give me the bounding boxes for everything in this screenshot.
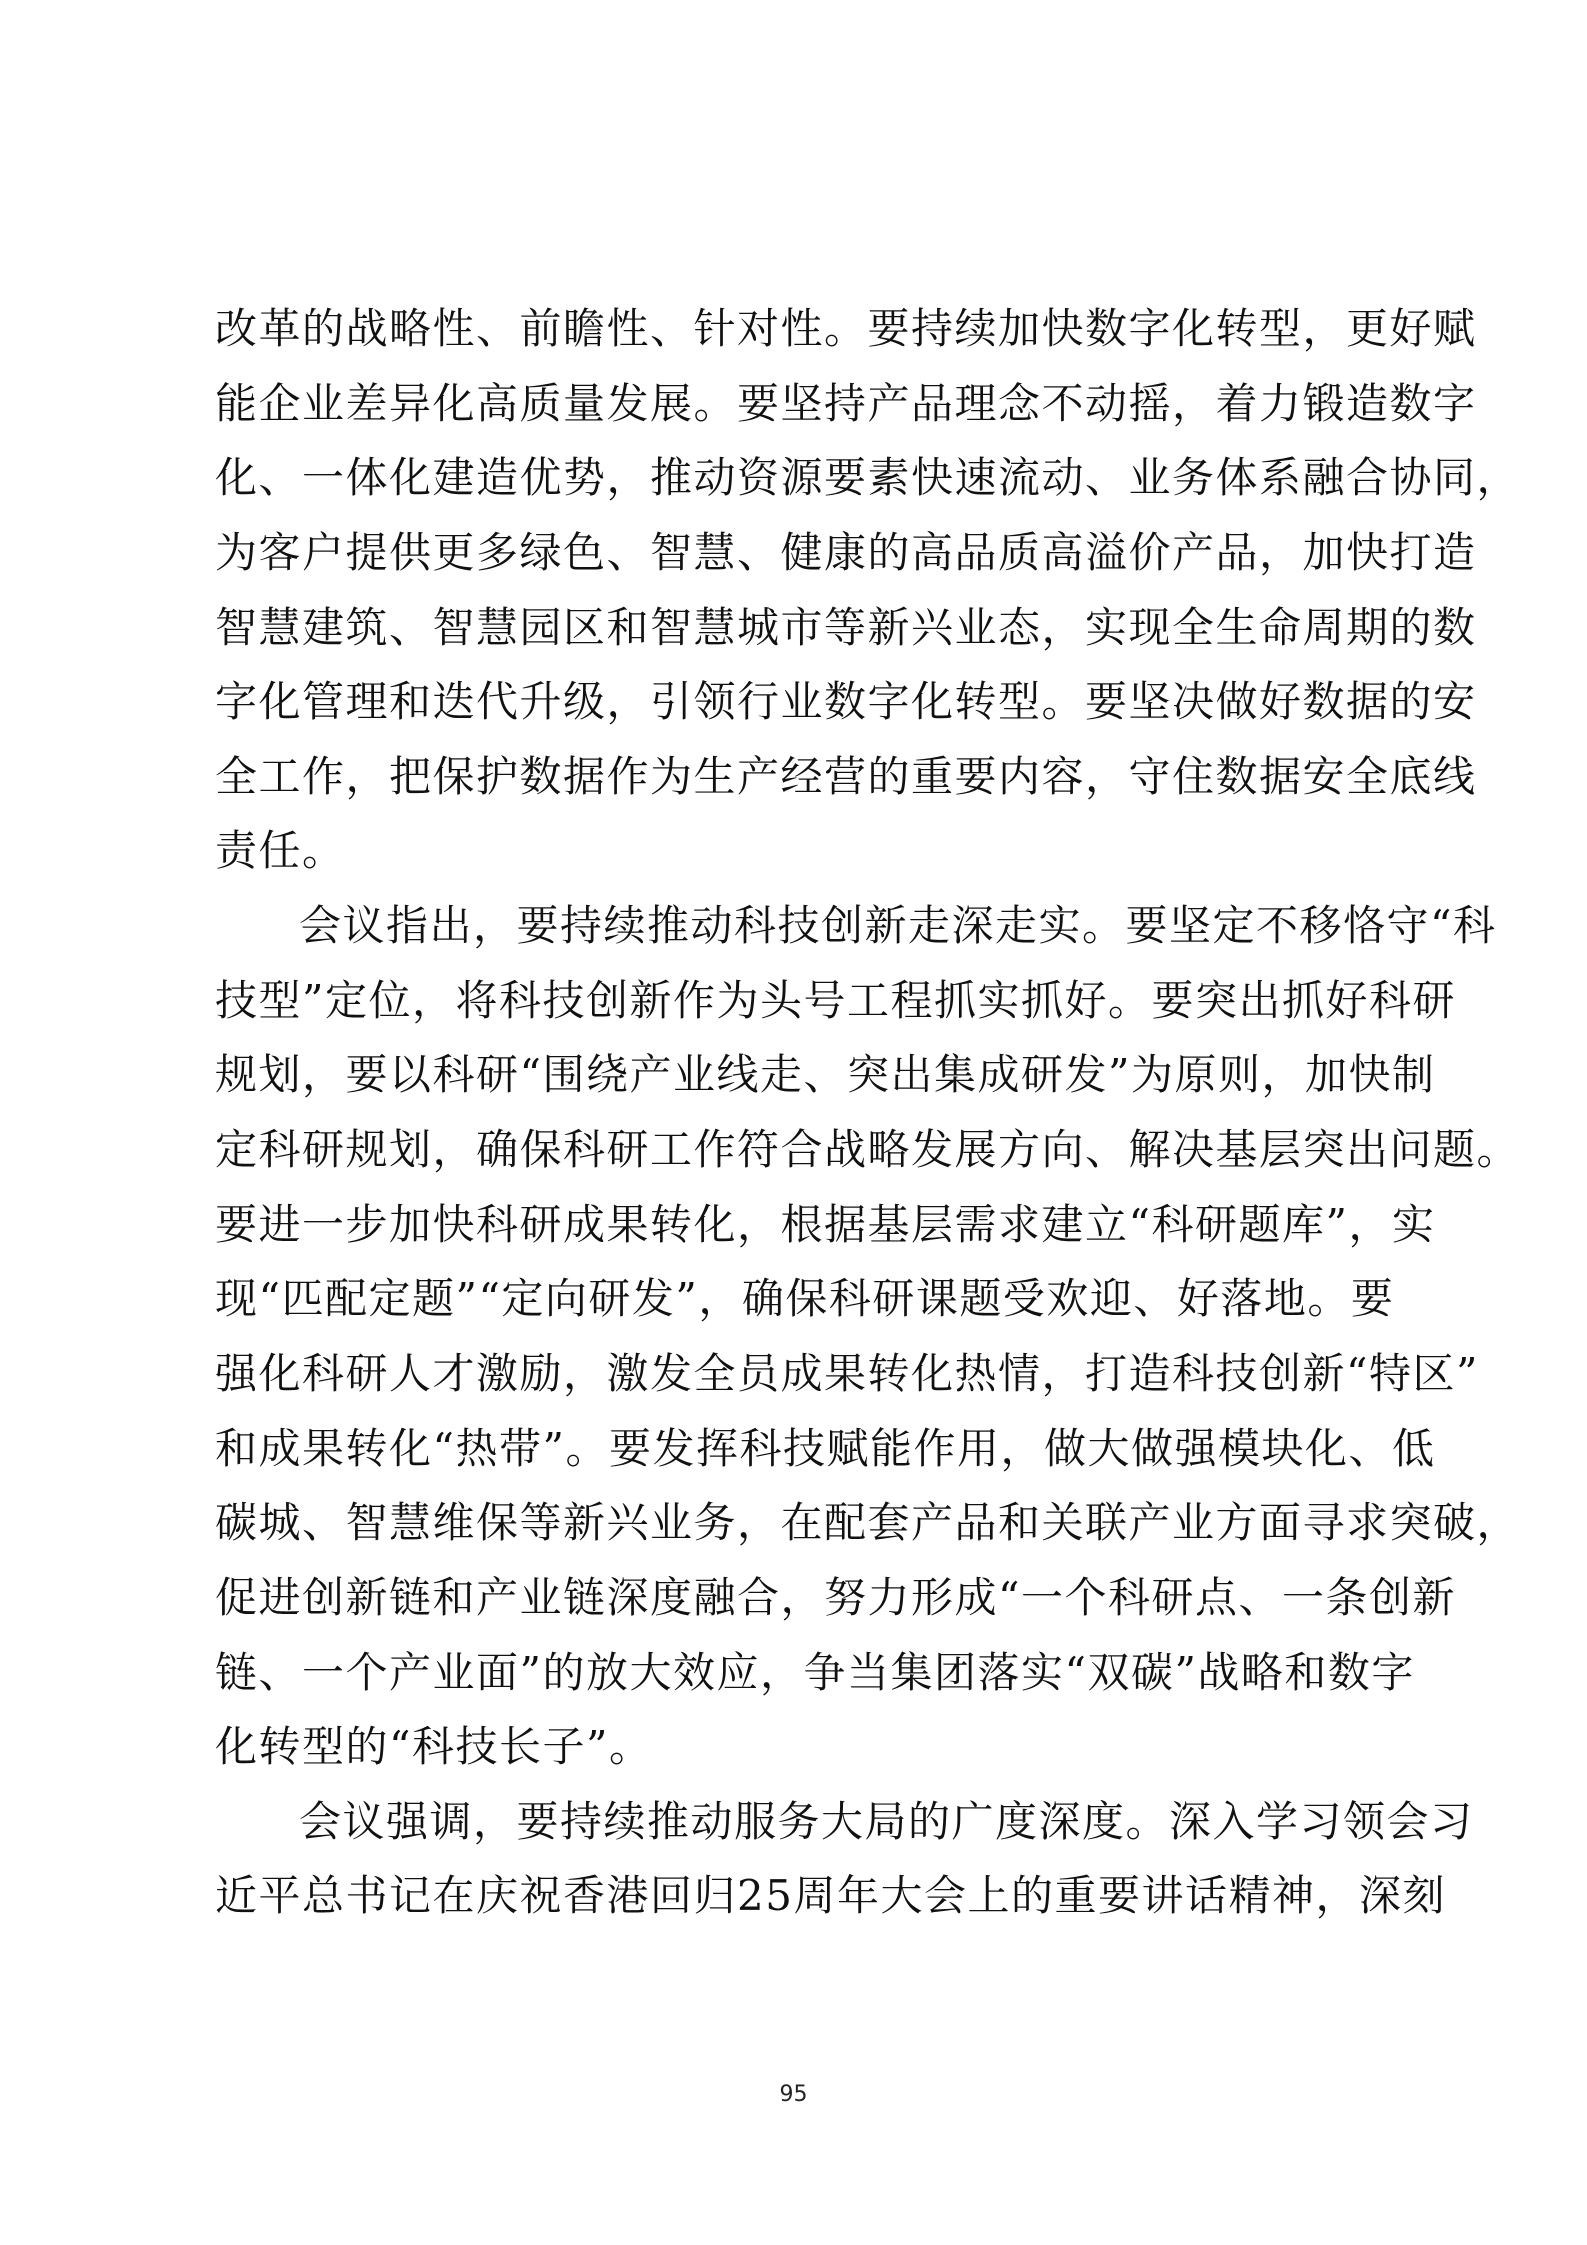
text-line: 字化管理和迭代升级，引领行业数字化转型。要坚决做好数据的安 bbox=[215, 677, 1477, 727]
text-line: 为客户提供更多绿色、智慧、健康的高品质高溢价产品，加快打造 bbox=[215, 527, 1477, 577]
text-line: 碳城、智慧维保等新兴业务，在配套产品和关联产业方面寻求突破， bbox=[215, 1498, 1521, 1548]
text-line: 全工作，把保护数据作为生产经营的重要内容，守住数据安全底线 bbox=[215, 751, 1477, 801]
page-number: 95 bbox=[779, 2082, 808, 2107]
text-line: 要进一步加快科研成果转化，根据基层需求建立“科研题库”，实 bbox=[215, 1199, 1436, 1249]
text-line: 和成果转化“热带”。要发挥科技赋能作用，做大做强模块化、低 bbox=[215, 1423, 1436, 1473]
text-line: 化转型的“科技长子”。 bbox=[215, 1722, 653, 1772]
text-line: 能企业差异化高质量发展。要坚持产品理念不动摇，着力锻造数字 bbox=[215, 378, 1477, 428]
text-line: 强化科研人才激励，激发全员成果转化热情，打造科技创新“特区” bbox=[215, 1348, 1479, 1398]
text-line: 促进创新链和产业链深度融合，努力形成“一个科研点、一条创新 bbox=[215, 1572, 1456, 1622]
text-line: 改革的战略性、前瞻性、针对性。要持续加快数字化转型，更好赋 bbox=[215, 304, 1477, 353]
text-line: 近平总书记在庆祝香港回归25周年大会上的重要讲话精神，深刻 bbox=[215, 1871, 1446, 1921]
text-line: 规划，要以科研“围绕产业线走、突出集成研发”为原则，加快制 bbox=[215, 1050, 1436, 1100]
text-line: 现“匹配定题”“定向研发”，确保科研课题受欢迎、好落地。要 bbox=[215, 1274, 1395, 1324]
text-line: 会议强调，要持续推动服务大局的广度深度。深入学习领会习 bbox=[299, 1796, 1474, 1846]
body-text bbox=[215, 292, 1521, 1934]
text-line: 化、一体化建造优势，推动资源要素快速流动、业务体系融合协同， bbox=[215, 453, 1521, 503]
text-line: 智慧建筑、智慧园区和智慧城市等新兴业态，实现全生命周期的数 bbox=[215, 602, 1477, 652]
text-line: 技型”定位，将科技创新作为头号工程抓实抓好。要突出抓好科研 bbox=[215, 975, 1456, 1025]
text-line: 责任。 bbox=[215, 826, 346, 876]
text-line: 定科研规划，确保科研工作符合战略发展方向、解决基层突出问题。 bbox=[215, 1125, 1521, 1175]
text-line: 会议指出，要持续推动科技创新走深走实。要坚定不移恪守“科 bbox=[299, 901, 1497, 951]
text-line: 链、一个产业面”的放大效应，争当集团落实“双碳”战略和数字 bbox=[215, 1647, 1415, 1697]
